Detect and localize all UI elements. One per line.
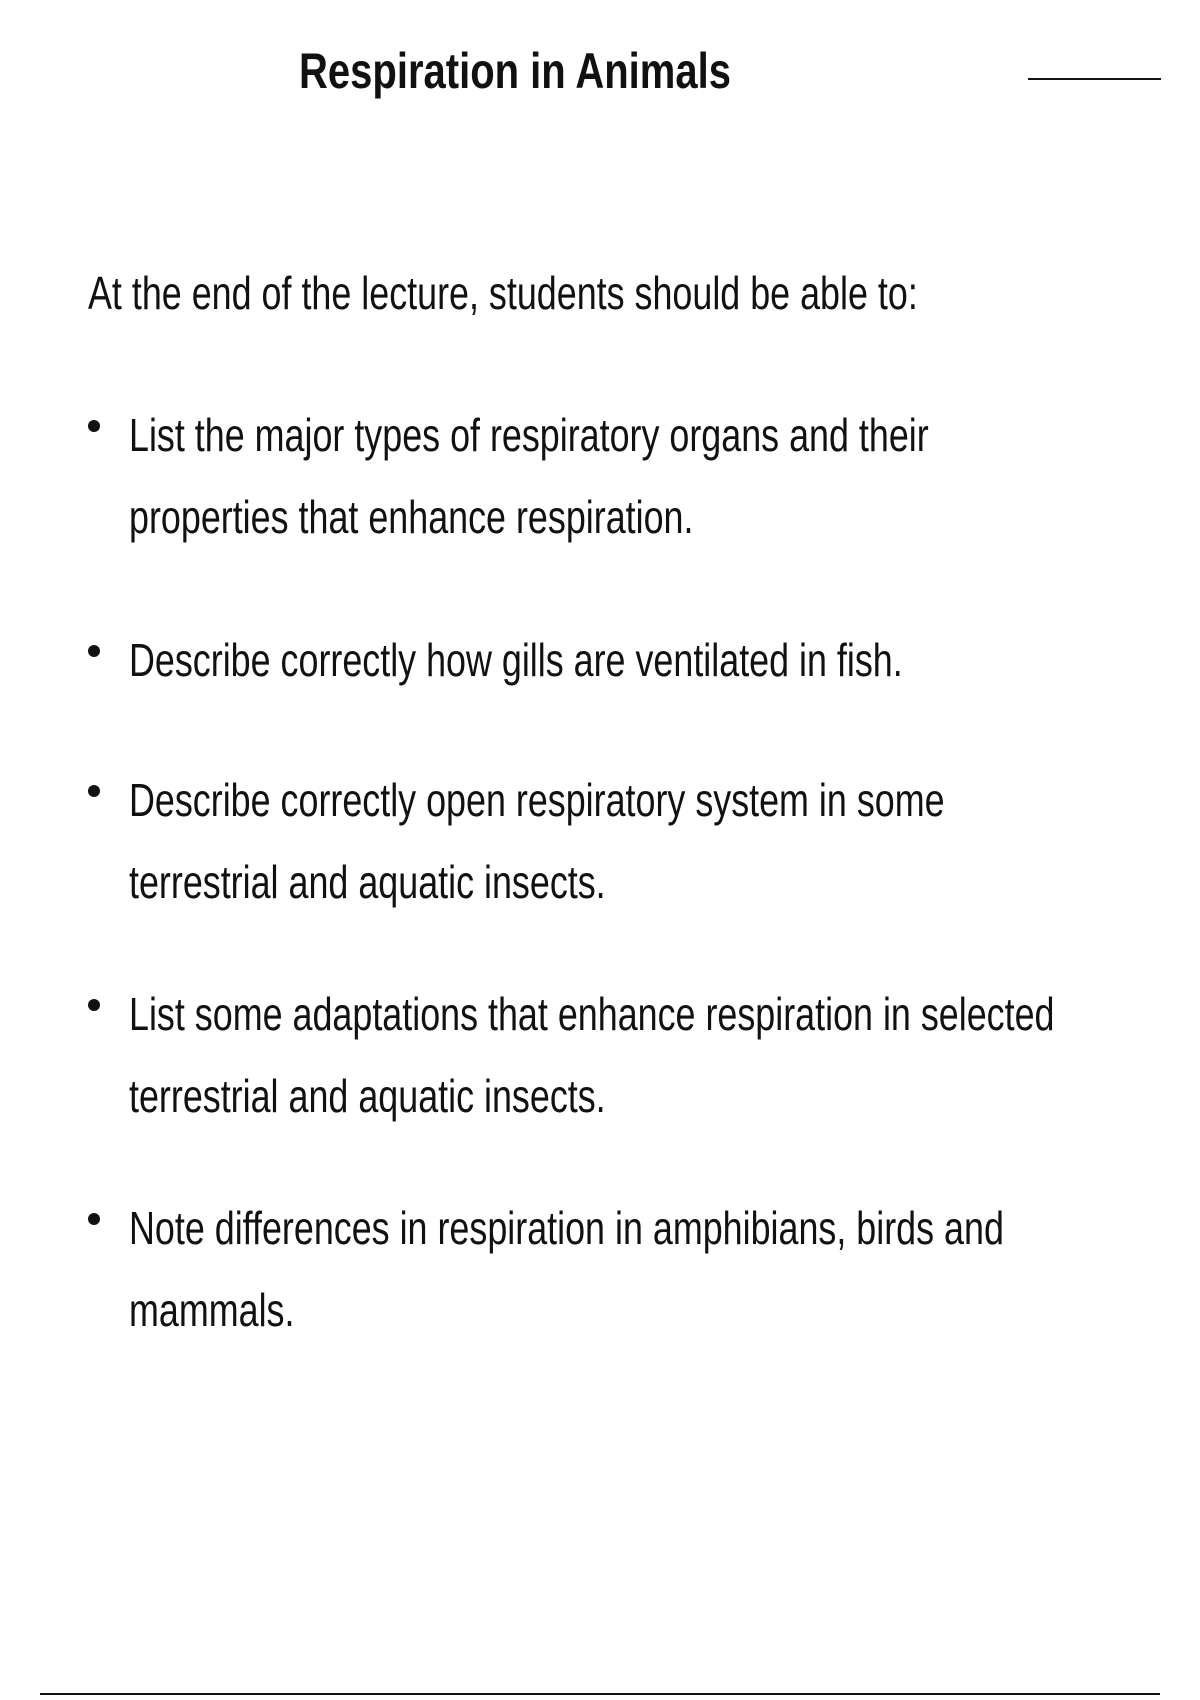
objective-text: Describe correctly how gills are ventilated in fish. (129, 634, 903, 686)
bullet-icon (88, 785, 100, 797)
slide-title: Respiration in Animals (299, 43, 731, 99)
bullet-icon (88, 420, 100, 432)
objective-text: Note differences in respiration in amphibians, birds and mammals. (129, 1202, 1004, 1336)
objective-text: Describe correctly open respiratory system in some terrestrial and aquatic insects. (129, 774, 945, 908)
header-rule (1028, 78, 1161, 80)
footer-rule (40, 1693, 1160, 1695)
objective-text: List the major types of respiratory organs and their properties that enhance respiration. (129, 409, 929, 543)
bullet-icon (88, 1213, 100, 1225)
objective-text: List some adaptations that enhance respiration in selected terrestrial and aquatic insects. (129, 988, 1055, 1122)
intro-text: At the end of the lecture, students should be able to: (88, 267, 918, 319)
bullet-icon (88, 645, 100, 657)
bullet-icon (88, 999, 100, 1011)
